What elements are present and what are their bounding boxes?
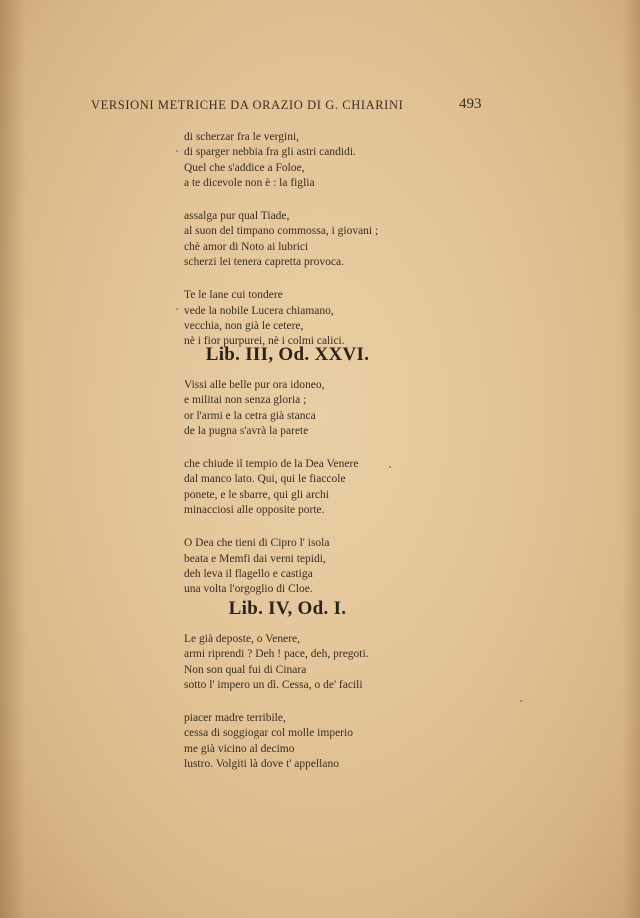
paper-speck — [176, 308, 178, 310]
verse-line: or l'armi e la cetra già stanca — [184, 409, 316, 422]
verse-line: deh leva il flagello e castiga — [184, 567, 313, 580]
verse-line: Quel che s'addice a Foloe, — [184, 161, 305, 174]
verse-line: O Dea che tieni di Cipro l' isola — [184, 537, 330, 550]
verse-line: di scherzar fra le vergini, — [184, 131, 300, 143]
verse-line: me già vicino al decimo — [184, 742, 295, 755]
verse-line: armi riprendi ? Deh ! pace, deh, pregoti. — [184, 648, 369, 661]
verse-line: Te le lane cui tondere — [184, 289, 283, 302]
verse-line: de la pugna s'avrà la parete — [184, 424, 309, 437]
ode-heading: Lib. IV, Od. I. — [228, 598, 347, 619]
verse-line: Non son qual fui di Cinara — [184, 663, 307, 676]
stanza — [184, 536, 424, 597]
ode-text — [184, 632, 424, 772]
verse-line: a te dicevole non è : la figlia — [184, 176, 315, 189]
verse-line: una volta l'orgoglio di Cloe. — [184, 583, 313, 596]
stanza — [184, 632, 424, 693]
ode-heading: Lib. III, Od. XXVI. — [205, 344, 370, 365]
verse-line: minacciosi alle opposite porte. — [184, 504, 325, 517]
stanza — [184, 378, 424, 439]
verse-line: assalga pur qual Tiade, — [184, 210, 290, 223]
stanza — [184, 288, 424, 349]
verse-line: al suon del timpano commossa, i giovani ; — [184, 225, 379, 238]
verse-line: cessa di soggiogar col molle imperio — [184, 727, 353, 740]
verse-line: beata e Memfi dai verni tepidi, — [184, 552, 326, 565]
stanza — [184, 130, 424, 191]
stanza — [184, 457, 424, 518]
stanza — [184, 711, 424, 772]
verse-line: ponete, e le sbarre, qui gli archi — [184, 488, 329, 501]
verse-line: nè i fior purpurei, nè i colmi calici. — [184, 335, 345, 348]
paper-speck — [176, 150, 178, 152]
verse-line: che chiude il tempio de la Dea Venere — [184, 458, 359, 471]
verse-line: scherzi lei tenera capretta provoca. — [184, 256, 344, 269]
verse-line: sotto l' impero un dì. Cessa, o de' facili — [184, 678, 363, 691]
verse-line: dal manco lato. Qui, qui le fiaccole — [184, 473, 346, 486]
poem-continuation — [184, 130, 424, 350]
verse-line: di sparger nebbia fra gli astri candidi. — [184, 146, 356, 159]
verse-line: Vissi alle belle pur ora idoneo, — [184, 379, 325, 391]
paper-speck — [520, 700, 522, 702]
running-head: VERSIONI METRICHE DA ORAZIO DI G. CHIARINI — [91, 98, 404, 112]
verse-line: piacer madre terribile, — [184, 712, 286, 725]
verse-line: Le già deposte, o Venere, — [184, 633, 301, 645]
verse-line: e militai non senza gloria ; — [184, 394, 307, 407]
verse-line: vecchia, non già le cetere, — [184, 319, 304, 332]
verse-line: vede la nobile Lucera chiamano, — [184, 304, 334, 317]
ode-text — [184, 378, 424, 598]
verse-line: lustro. Volgiti là dove t' appellano — [184, 758, 339, 771]
verse-line: chè amor di Noto ai lubrici — [184, 240, 309, 253]
page-number: 493 — [459, 96, 482, 112]
stanza — [184, 209, 424, 270]
paper-speck — [389, 466, 391, 468]
